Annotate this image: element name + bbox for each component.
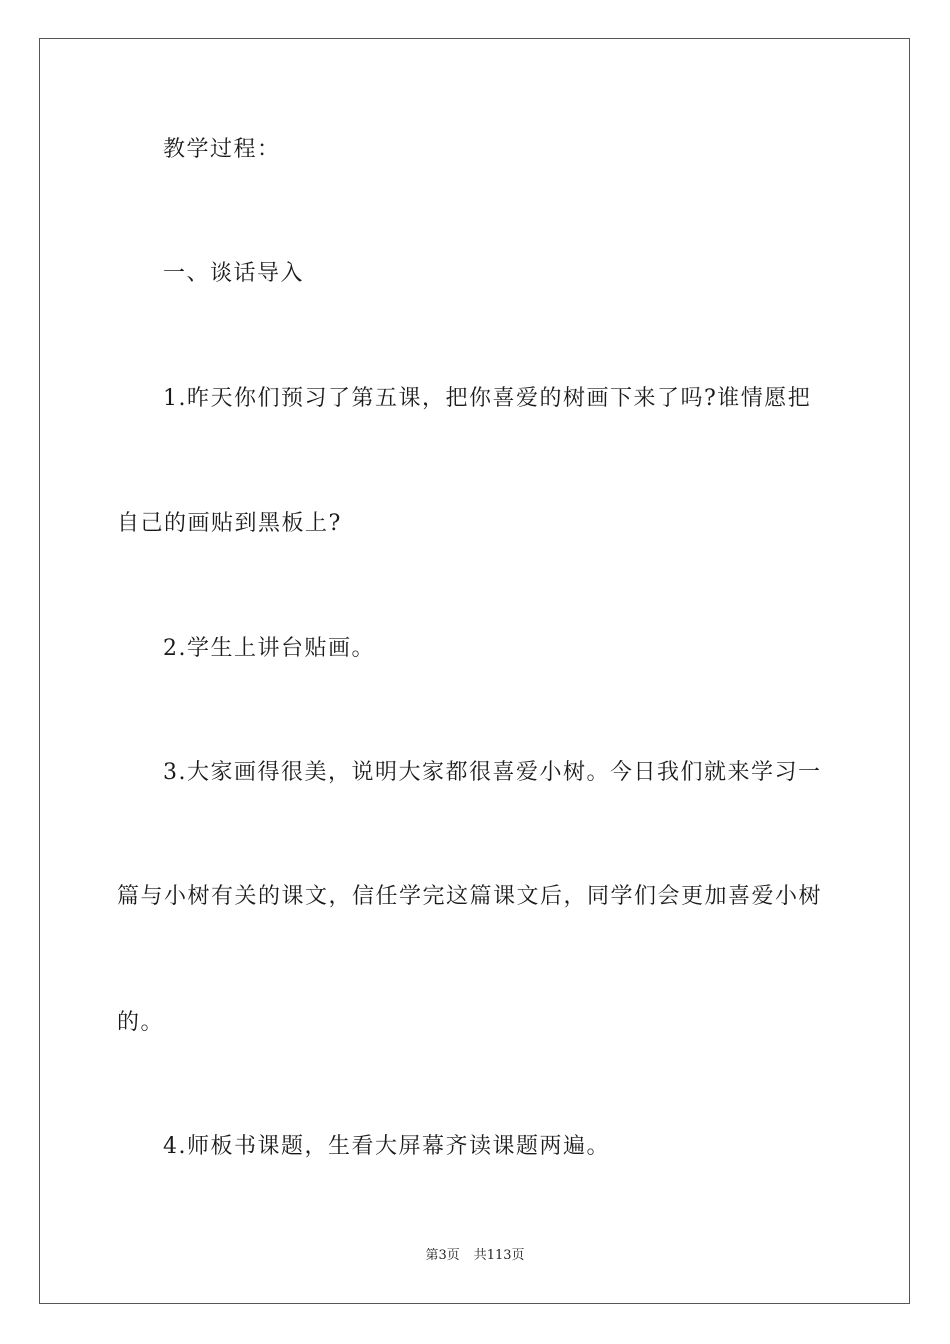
page-footer <box>0 1248 950 1264</box>
section-heading-teaching-process: 教学过程： <box>163 137 281 162</box>
paragraph-1-line-2: 自己的画贴到黑板上? <box>117 511 342 536</box>
paragraph-3-line-2: 篇与小树有关的课文，信任学完这篇课文后，同学们会更加喜爱小树 <box>117 884 823 909</box>
page-frame <box>39 38 910 1304</box>
subheading-introduction: 一、谈话导入 <box>163 261 305 286</box>
paragraph-1-line-1: 1.昨天你们预习了第五课，把你喜爱的树画下来了吗?谁情愿把 <box>163 386 812 411</box>
paragraph-4: 4.师板书课题，生看大屏幕齐读课题两遍。 <box>163 1134 610 1159</box>
paragraph-3-line-1: 3.大家画得很美，说明大家都很喜爱小树。今日我们就来学习一 <box>163 760 822 785</box>
total-pages: 共113页 <box>473 1248 525 1263</box>
page-number: 第3页 <box>425 1248 460 1263</box>
paragraph-3-line-3: 的。 <box>117 1010 165 1035</box>
paragraph-2: 2.学生上讲台贴画。 <box>163 636 375 661</box>
